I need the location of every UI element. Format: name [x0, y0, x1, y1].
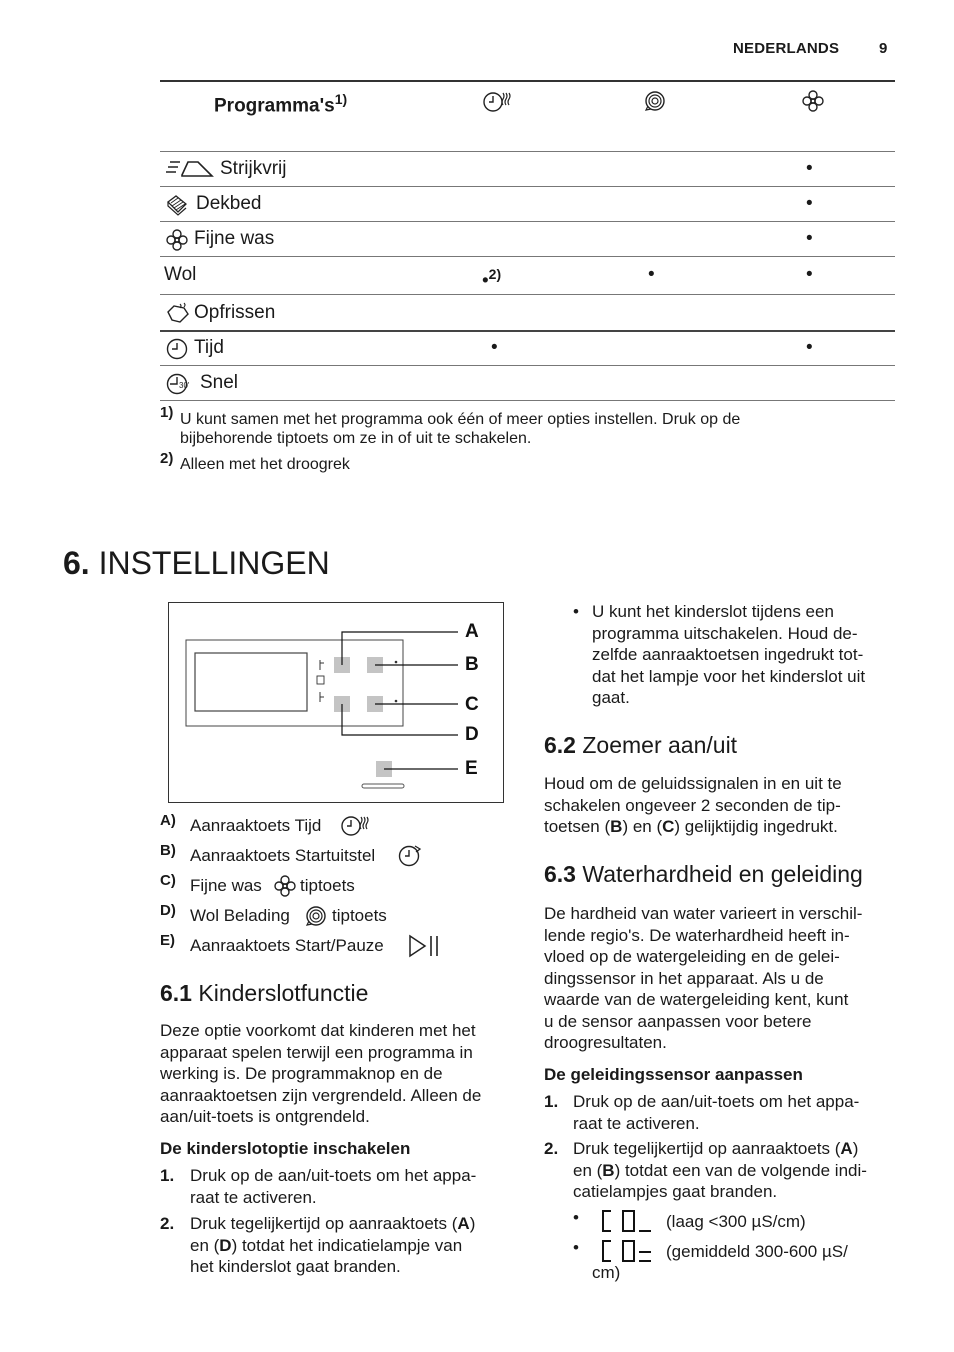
- option-dot: •: [806, 228, 813, 249]
- display-c0-low-icon: [601, 1210, 657, 1234]
- sensor-adjust-heading: De geleidingssensor aanpassen: [544, 1065, 803, 1084]
- delicates-icon: [802, 90, 824, 112]
- table-row: [160, 366, 895, 401]
- option-dot: •: [806, 264, 813, 285]
- sensor-step-1: 1. Druk op de aan/uit-toets om het appa- raat te activeren.: [544, 1092, 860, 1133]
- clock-icon: [166, 338, 188, 360]
- footnote-1: 1) U kunt samen met het programma ook één of meer opties instellen. Druk op de bijbehorende tiptoets om ze in of uit te schakelen.: [160, 404, 741, 447]
- wool-load-icon: [305, 905, 327, 927]
- subsection-title-6-3: 6.3 Waterhardheid en geleiding: [544, 861, 863, 887]
- control-panel-diagram: [168, 602, 504, 803]
- display-c0-medium-icon: [601, 1240, 657, 1264]
- option-dot: •$^{2)}$: [482, 266, 502, 292]
- page-number: 9: [879, 40, 888, 57]
- table-row: [160, 257, 895, 295]
- option-dot: •: [806, 193, 813, 214]
- child-lock-step-1: 1. Druk op de aan/uit-toets om het appa- raat te activeren.: [160, 1166, 477, 1207]
- table-empty-row: [160, 118, 895, 152]
- paragraph-child-lock: Deze optie voorkomt dat kinderen met het apparaat spelen terwijl een programma in werking is. De programmaknop en de aanraaktoetsen zijn vergrendeld. Alleen de aan/uit-toets is ontgrendeld.: [160, 1021, 482, 1126]
- figure-label-c: C: [465, 694, 479, 715]
- subsection-title-6-1: 6.1 Kinderslotfunctie: [160, 980, 369, 1006]
- table-header-row: [160, 80, 895, 120]
- figure-label-b: B: [465, 654, 479, 675]
- iron-free-icon: [166, 159, 214, 179]
- table-row: [160, 331, 895, 366]
- delay-start-icon: [398, 844, 422, 866]
- figure-label-e: E: [465, 758, 478, 779]
- delicates-icon: [166, 229, 188, 251]
- table-row: [160, 152, 895, 187]
- paragraph-buzzer: Houd om de geluidssignalen in en uit te schakelen ongeveer 2 seconden de tip- toetsen (B) en (C) gelijktijdig ingedrukt.: [544, 774, 842, 836]
- child-lock-step-2: 2. Druk tegelijkertijd op aanraaktoets (A) en (D) totdat het indicatielampje van het kinderslot gaat branden.: [160, 1214, 476, 1276]
- program-name: Snel: [200, 372, 239, 393]
- time-icon: [340, 814, 370, 836]
- duvet-icon: [166, 194, 188, 216]
- table-row: [160, 187, 895, 222]
- paragraph-water-hardness: De hardheid van water varieert in verschil- lende regio's. De waterhardheid heeft in- vloed op de watergeleiding en de gelei- dingssensor in het apparaat. Als u de waarde van de watergeleiding kent, kunt u de sensor aanpassen voor betere droogresultaten.: [544, 904, 863, 1052]
- sensor-step-2: 2. Druk tegelijkertijd op aanraaktoets (A) en (B) totdat een van de volgende indi- catielampjes gaat branden.: [544, 1139, 867, 1201]
- svg-text:30': 30': [179, 381, 190, 390]
- program-name: Strijkvrij: [220, 158, 287, 179]
- start-pause-icon: [408, 934, 440, 958]
- figure-label-d: D: [465, 724, 479, 745]
- table-row: [160, 222, 895, 257]
- table-header-programs: $Programma's^{1)}$: [214, 91, 348, 117]
- option-dot: •: [806, 337, 813, 358]
- language-label: NEDERLANDS: [733, 40, 840, 57]
- option-dot: •: [648, 264, 655, 285]
- wool-load-icon: [644, 90, 666, 112]
- quick-30-icon: [166, 373, 196, 395]
- delicates-icon: [274, 875, 296, 897]
- subsection-title-6-2: 6.2 Zoemer aan/uit: [544, 732, 738, 758]
- option-dot: •: [806, 158, 813, 179]
- footnote-2: 2) Alleen met het droogrek: [160, 450, 350, 473]
- option-dot: •: [491, 337, 498, 358]
- program-name: Tijd: [194, 337, 224, 358]
- program-name: Dekbed: [196, 193, 262, 214]
- refresh-icon: [166, 302, 190, 324]
- child-lock-enable-heading: De kinderslotoptie inschakelen: [160, 1139, 411, 1158]
- program-name: Opfrissen: [194, 302, 276, 323]
- child-lock-disable-bullet: • U kunt het kinderslot tijdens een programma uitschakelen. Houd de- zelfde aanraaktoetsen ingedrukt tot- dat het lampje voor het kinderslot uit gaat.: [573, 602, 866, 707]
- table-row: [160, 295, 895, 332]
- program-name: Fijne was: [194, 228, 275, 249]
- time-icon: [482, 90, 512, 112]
- program-name: Wol: [164, 264, 197, 285]
- section-title: 6. INSTELLINGEN: [63, 545, 330, 581]
- figure-label-a: A: [465, 621, 479, 642]
